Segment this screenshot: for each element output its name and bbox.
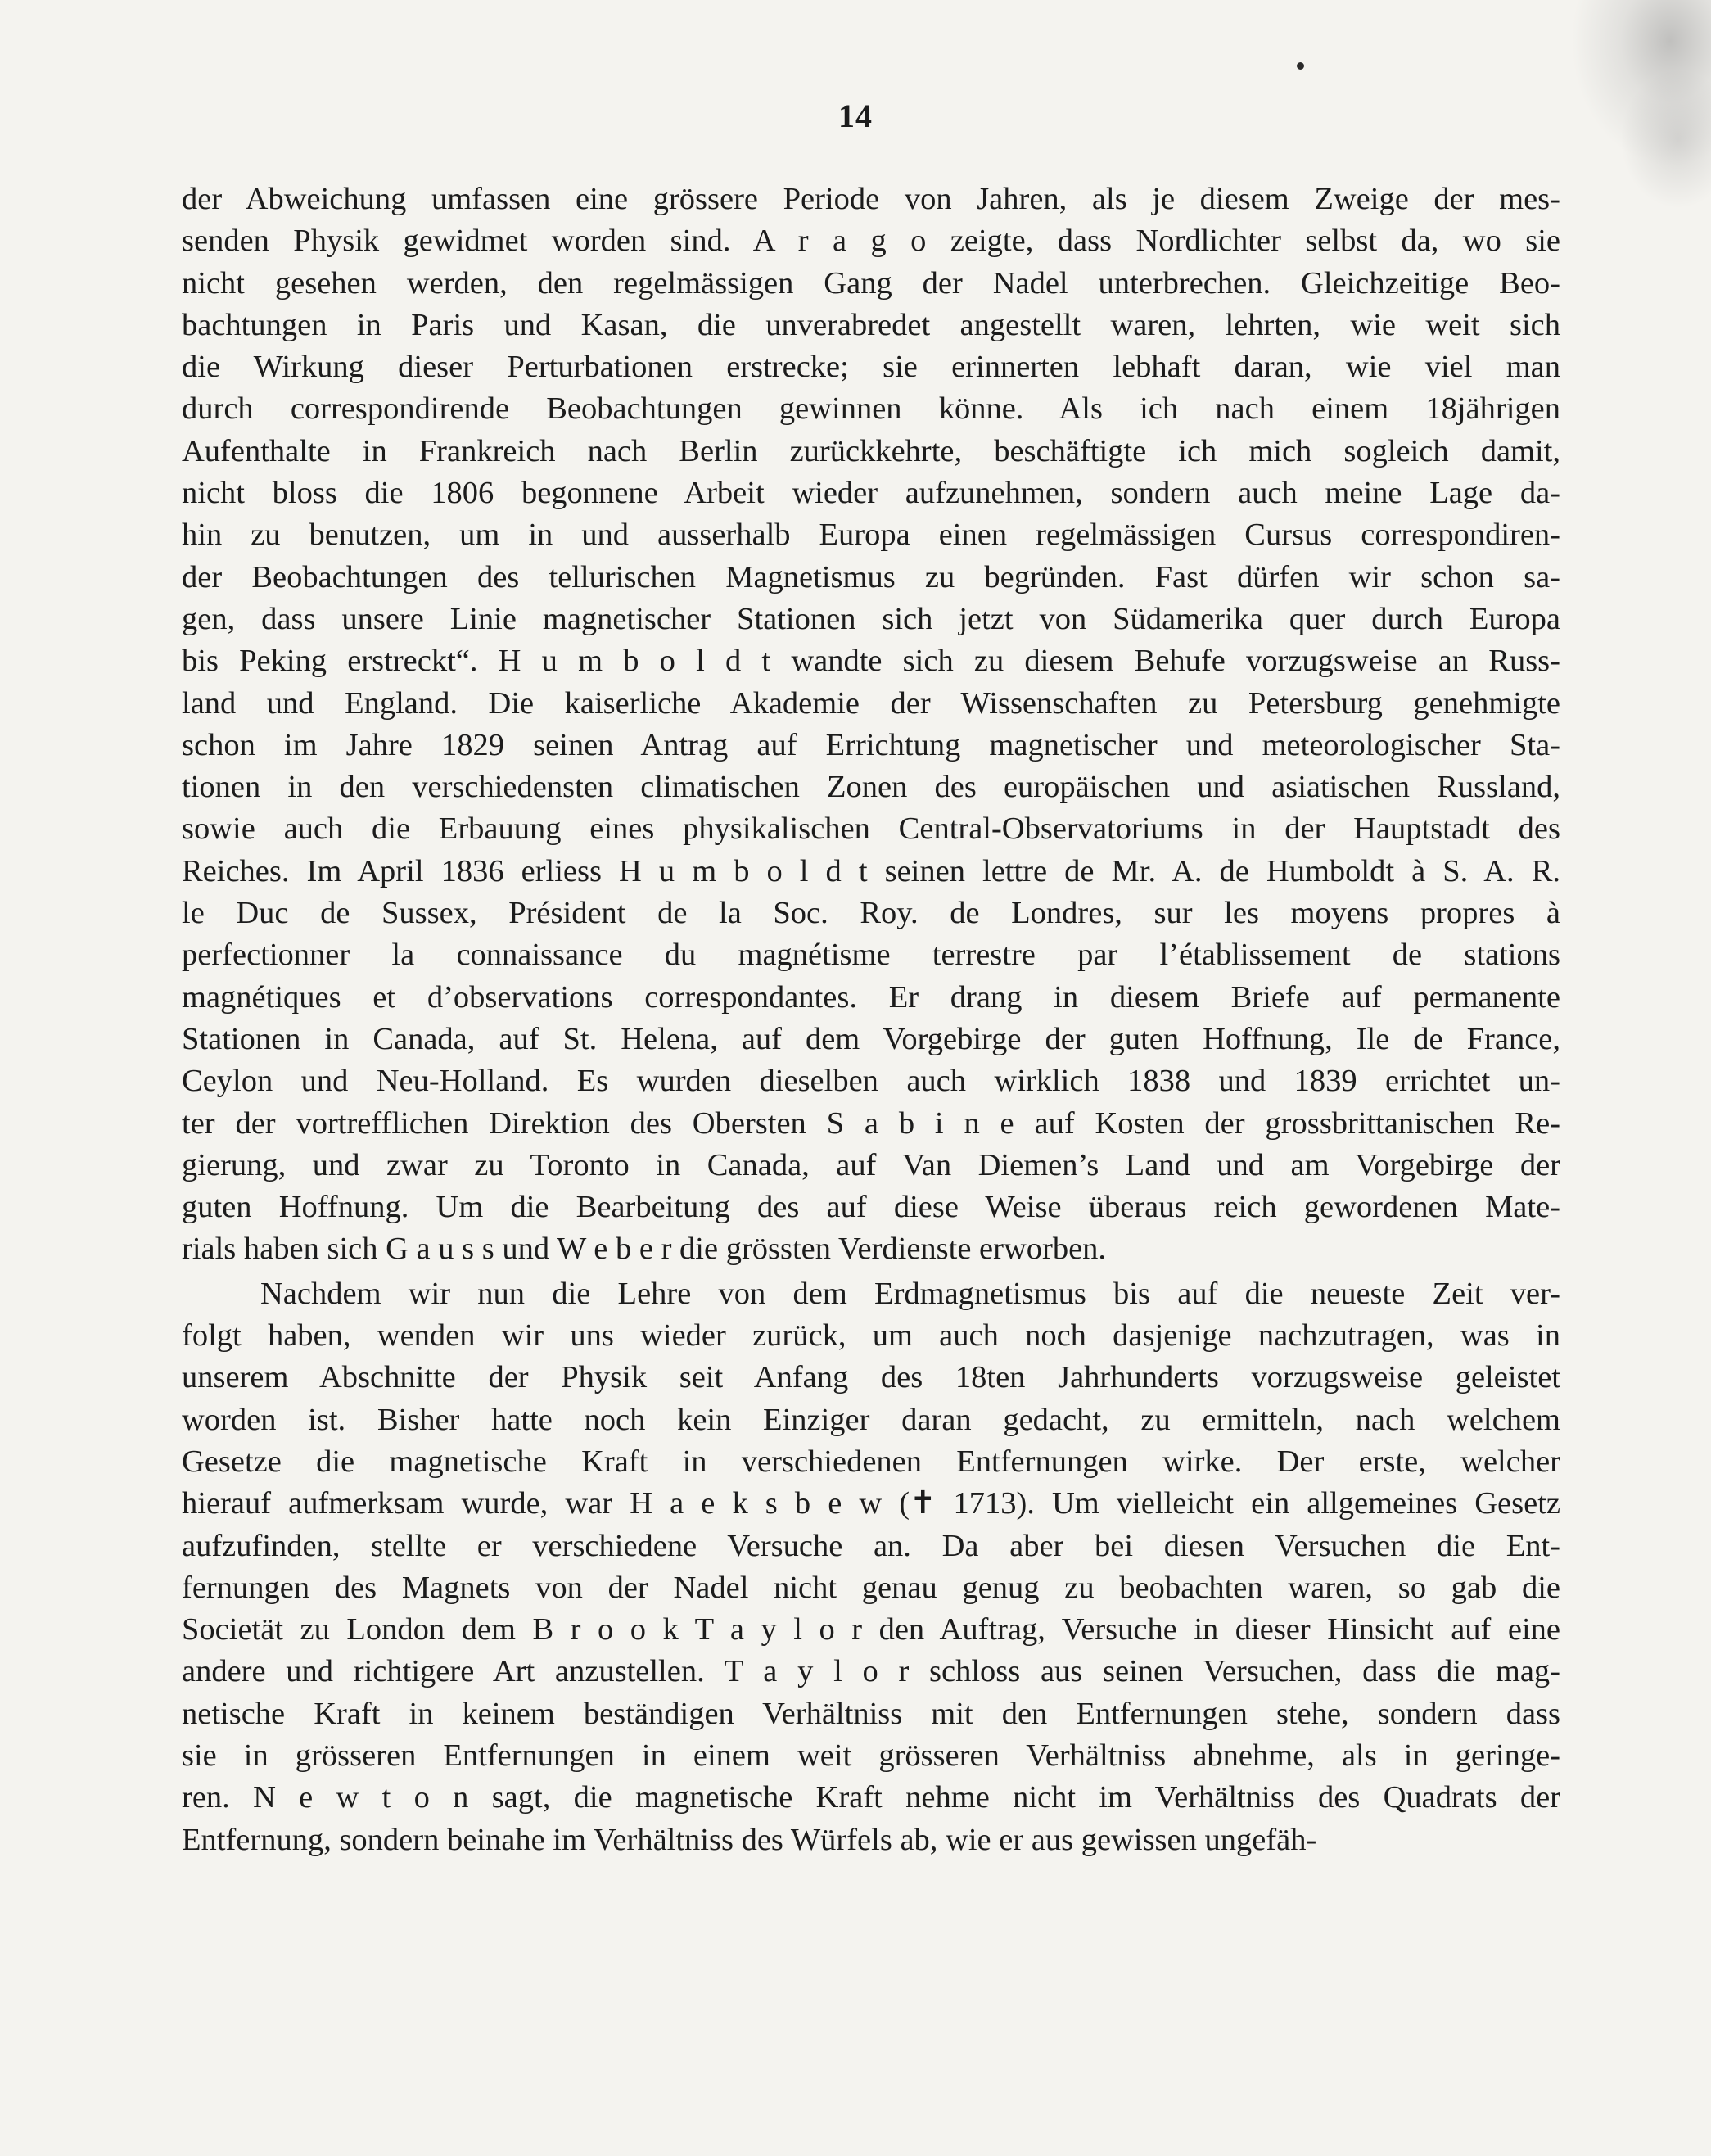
text-line: hin zu benutzen, um in und ausserhalb Europa einen regelmässigen Cursus correspondiren- xyxy=(182,518,1560,553)
text-line: land und England. Die kaiserliche Akademie der Wissenschaften zu Petersburg genehmigte xyxy=(182,685,1560,721)
text-line: fernungen des Magnets von der Nadel nicht genau genug zu beobachten waren, so gab die xyxy=(182,1570,1560,1605)
text-line: hierauf aufmerksam wurde, war H a e k s b e w (✝ 1713). Um vielleicht ein allgemeines Gesetz xyxy=(182,1486,1560,1521)
text-line: der Abweichung umfassen eine grössere Periode von Jahren, als je diesem Zweige der mes- xyxy=(182,182,1560,216)
text-line: Ceylon und Neu-Holland. Es wurden dieselben auch wirklich 1838 und 1839 errichtet un- xyxy=(182,1064,1560,1099)
text-line: senden Physik gewidmet worden sind. A r a g o zeigte, dass Nordlichter selbst da, wo sie xyxy=(182,224,1560,259)
text-line: sie in grösseren Entfernungen in einem weit grösseren Verhältniss abnehme, als in geringe- xyxy=(182,1738,1560,1773)
text-line: sowie auch die Erbauung eines physikalischen Central-Observatoriums in der Hauptstadt des xyxy=(182,811,1560,847)
text-line: netische Kraft in keinem beständigen Verhältniss mit den Entfernungen stehe, sondern dass xyxy=(182,1696,1560,1731)
text-line: durch correspondirende Beobachtungen gewinnen könne. Als ich nach einem 18jährigen xyxy=(182,391,1560,427)
text-line: der Beobachtungen des tellurischen Magnetismus zu begründen. Fast dürfen wir schon sa- xyxy=(182,559,1560,594)
text-line: guten Hoffnung. Um die Bearbeitung des auf diese Weise überaus reich gewordenen Mate- xyxy=(182,1190,1560,1225)
text-line: folgt haben, wenden wir uns wieder zurück, um auch noch dasjenige nachzutragen, was in xyxy=(182,1318,1560,1354)
body-text xyxy=(182,179,1560,1861)
text-line: perfectionner la connaissance du magnétisme terrestre par l’établissement de stations xyxy=(182,938,1560,973)
text-line: Stationen in Canada, auf St. Helena, auf dem Vorgebirge der guten Hoffnung, Ile de France, xyxy=(182,1021,1560,1056)
text-line: Aufenthalte in Frankreich nach Berlin zurückkehrte, beschäftigte ich mich sogleich damit, xyxy=(182,433,1560,468)
text-line: bachtungen in Paris und Kasan, die unverabredet angestellt waren, lehrten, wie weit sich xyxy=(182,307,1560,342)
text-line: andere und richtigere Art anzustellen. T a y l o r schloss aus seinen Versuchen, dass die mag- xyxy=(182,1654,1560,1689)
text-line: Societät zu London dem B r o o k T a y l o r den Auftrag, Versuche in dieser Hinsicht auf eine xyxy=(182,1612,1560,1648)
text-line: Nachdem wir nun die Lehre von dem Erdmagnetismus bis auf die neueste Zeit ver- xyxy=(260,1276,1560,1311)
text-line: Entfernung, sondern beinahe im Verhältniss des Würfels ab, wie er aus gewissen ungefäh- xyxy=(182,1822,1317,1857)
paragraph xyxy=(182,1273,1560,1861)
text-line: gierung, und zwar zu Toronto in Canada, auf Van Diemen’s Land und am Vorgebirge der xyxy=(182,1147,1560,1182)
text-line: aufzufinden, stellte er verschiedene Versuche an. Da aber bei diesen Versuchen die Ent- xyxy=(182,1528,1560,1563)
text-line: worden ist. Bisher hatte noch kein Einziger daran gedacht, zu ermitteln, nach welchem xyxy=(182,1402,1560,1437)
text-line: Gesetze die magnetische Kraft in verschiedenen Entfernungen wirke. Der erste, welcher xyxy=(182,1444,1560,1479)
text-line: ren. N e w t o n sagt, die magnetische Kraft nehme nicht im Verhältniss des Quadrats der xyxy=(182,1780,1560,1815)
text-line: unserem Abschnitte der Physik seit Anfang des 18ten Jahrhunderts vorzugsweise geleistet xyxy=(182,1360,1560,1395)
text-line: die Wirkung dieser Perturbationen erstrecke; sie erinnerten lebhaft daran, wie viel man xyxy=(182,350,1560,385)
text-line: tionen in den verschiedensten climatischen Zonen des europäischen und asiatischen Russland, xyxy=(182,770,1560,805)
page-number: 14 xyxy=(838,97,873,134)
paragraph xyxy=(182,179,1560,1271)
text-line: bis Peking erstreckt“. H u m b o l d t wandte sich zu diesem Behufe vorzugsweise an Russ- xyxy=(182,644,1560,679)
text-line: le Duc de Sussex, Président de la Soc. Roy. de Londres, sur les moyens propres à xyxy=(182,896,1560,931)
ink-speck xyxy=(1297,62,1304,70)
text-line: Reiches. Im April 1836 erliess H u m b o l d t seinen lettre de Mr. A. de Humboldt à S. A. R. xyxy=(182,853,1560,888)
text-line: nicht bloss die 1806 begonnene Arbeit wieder aufzunehmen, sondern auch meine Lage da- xyxy=(182,476,1560,511)
text-line: rials haben sich G a u s s und W e b e r die grössten Verdienste erworben. xyxy=(182,1232,1107,1267)
text-line: gen, dass unsere Linie magnetischer Stationen sich jetzt von Südamerika quer durch Europa xyxy=(182,601,1560,636)
text-line: magnétiques et d’observations correspondantes. Er drang in diesem Briefe auf permanente xyxy=(182,979,1560,1015)
text-line: ter der vortrefflichen Direktion des Obersten S a b i n e auf Kosten der grossbrittanischen Re- xyxy=(182,1105,1560,1141)
text-line: nicht gesehen werden, den regelmässigen Gang der Nadel unterbrechen. Gleichzeitige Beo- xyxy=(182,265,1560,301)
text-line: schon im Jahre 1829 seinen Antrag auf Errichtung magnetischer und meteorologischer Sta- xyxy=(182,727,1560,762)
